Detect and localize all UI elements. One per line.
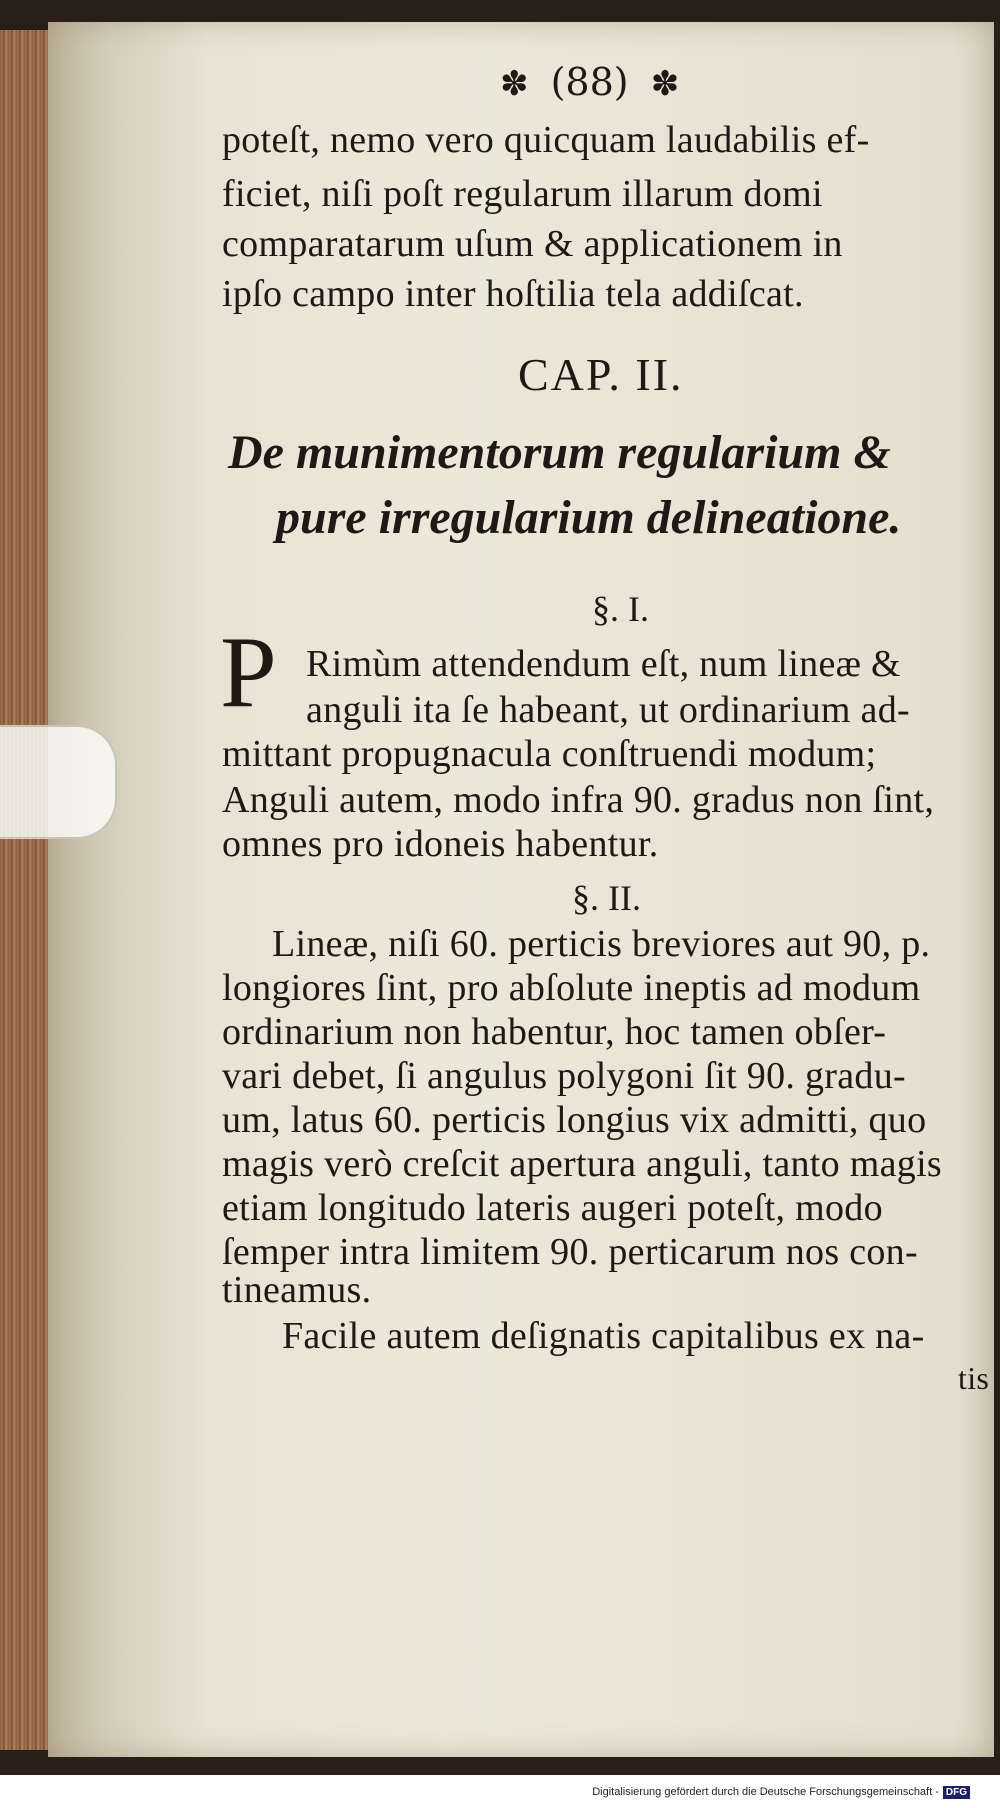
footer-text: Digitalisierung gefördert durch die Deutsche Forschungsgemeinschaft -: [592, 1786, 939, 1798]
section-line: tineamus.: [222, 1269, 372, 1311]
section-line: Lineæ, niſi 60. perticis breviores aut 90, p.: [272, 923, 931, 965]
section-line: Rimùm attendendum eſt, num lineæ &: [306, 643, 901, 685]
intro-line: poteſt, nemo vero quicquam laudabilis ef-: [222, 119, 870, 161]
page-number: (88): [550, 60, 629, 104]
catchword: tis: [958, 1360, 990, 1396]
ornament-left-icon: ✽: [500, 64, 529, 104]
dfg-logo: DFG: [943, 1786, 970, 1799]
page-header: [500, 60, 679, 104]
section-heading: §. II.: [572, 878, 641, 918]
dfg-footer: [592, 1786, 970, 1799]
intro-line: ipſo campo inter hoſtilia tela addiſcat.: [222, 273, 804, 315]
section-line: ordinarium non habentur, hoc tamen obſer-: [222, 1011, 887, 1053]
intro-line: comparatarum uſum & applicationem in: [222, 223, 843, 265]
section-line: Anguli autem, modo infra 90. gradus non ſint,: [222, 779, 935, 821]
section-line: mittant propugnacula conſtruendi modum;: [222, 733, 877, 775]
chapter-title-line: pure irregularium delineatione.: [276, 491, 902, 544]
intro-line: ficiet, niſi poſt regularum illarum domi: [222, 173, 823, 215]
section-line: vari debet, ſi angulus polygoni ſit 90. gradu-: [222, 1055, 906, 1097]
section-line: etiam longitudo lateris augeri poteſt, modo: [222, 1187, 883, 1229]
section-line: ſemper intra limitem 90. perticarum nos con-: [222, 1231, 918, 1273]
page-tab-marker: [0, 725, 117, 839]
section-line: longiores ſint, pro abſolute ineptis ad modum: [222, 967, 921, 1009]
section-heading: §. I.: [592, 589, 649, 629]
chapter-label: CAP. II.: [518, 349, 684, 400]
section-line: anguli ita ſe habeant, ut ordinarium ad-: [306, 689, 910, 731]
page-gutter-shadow: [48, 22, 208, 1757]
chapter-title-line: De munimentorum regularium &: [228, 426, 891, 479]
section-line: omnes pro idoneis habentur.: [222, 823, 659, 865]
section-line: Facile autem deſignatis capitalibus ex na-: [282, 1315, 925, 1357]
section-line: magis verò creſcit apertura anguli, tanto magis: [222, 1143, 943, 1185]
section-line: um, latus 60. perticis longius vix admitti, quo: [222, 1099, 927, 1141]
drop-capital: P: [220, 616, 277, 729]
ornament-right-icon: ✽: [650, 64, 680, 104]
